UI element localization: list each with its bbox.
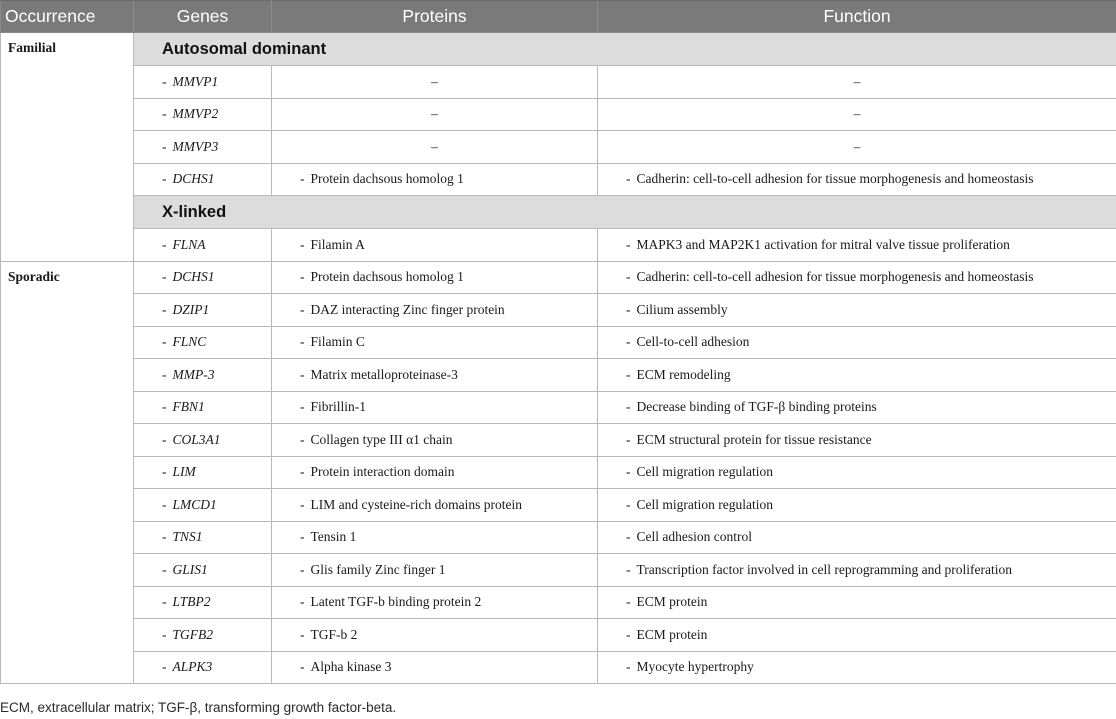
gene-cell (134, 229, 272, 262)
protein-cell (272, 66, 598, 99)
function-cell (598, 294, 1116, 327)
gene-cell (134, 521, 272, 554)
occurrence-label: Sporadic (8, 268, 60, 284)
protein-cell (272, 359, 598, 392)
bullet-dash: - (162, 138, 167, 154)
table-row (1, 359, 1116, 392)
header-function: Function (598, 1, 1116, 33)
function-cell (598, 456, 1116, 489)
cell-text: Decrease binding of TGF-β binding proteins (636, 399, 877, 415)
cell-text: Cell-to-cell adhesion (636, 334, 750, 350)
cell-text: DCHS1 (172, 269, 215, 285)
occurrence-cell (1, 33, 134, 262)
bullet-dash: - (162, 464, 167, 480)
table-row (1, 586, 1116, 619)
bullet-dash: - (300, 594, 305, 610)
protein-cell (272, 326, 598, 359)
protein-cell (272, 586, 598, 619)
cell-text: MAPK3 and MAP2K1 activation for mitral valve tissue proliferation (636, 236, 1010, 252)
cell-text: Cell migration regulation (636, 464, 773, 480)
function-cell (598, 651, 1116, 684)
bullet-dash: - (162, 431, 167, 447)
occurrence-label: Familial (8, 40, 56, 55)
cell-text: Myocyte hypertrophy (636, 659, 754, 675)
subgroup-row (1, 196, 1116, 229)
cell-text: Cadherin: cell-to-cell adhesion for tissue morphogenesis and homeostasis (636, 269, 1034, 285)
bullet-dash: - (162, 106, 167, 122)
bullet-dash: - (162, 529, 167, 545)
bullet-dash: - (162, 334, 167, 350)
table-row (1, 456, 1116, 489)
subgroup-label: X-linked (162, 202, 227, 221)
subgroup-label: Autosomal dominant (162, 39, 327, 58)
cell-text: LTBP2 (172, 594, 211, 610)
protein-cell (272, 619, 598, 652)
cell-text: LMCD1 (172, 496, 217, 512)
bullet-dash: - (300, 236, 305, 252)
cell-text: Alpha kinase 3 (310, 659, 392, 675)
bullet-dash: - (162, 626, 167, 642)
bullet-dash: - (162, 73, 167, 89)
gene-cell (134, 554, 272, 587)
cell-text: Transcription factor involved in cell reprogramming and proliferation (636, 561, 1013, 577)
function-cell (598, 424, 1116, 457)
cell-text: MMVP1 (172, 73, 219, 89)
protein-cell (272, 521, 598, 554)
protein-cell (272, 229, 598, 262)
bullet-dash: - (626, 561, 631, 577)
cell-text: – (431, 138, 438, 154)
bullet-dash: - (162, 236, 167, 252)
protein-cell (272, 163, 598, 196)
table-row (1, 163, 1116, 196)
occurrence-cell (1, 261, 134, 684)
subgroup-row (1, 33, 1116, 66)
bullet-dash: - (300, 431, 305, 447)
header-row (1, 1, 1116, 33)
protein-cell (272, 294, 598, 327)
cell-text: ECM structural protein for tissue resistance (636, 431, 872, 447)
bullet-dash: - (300, 561, 305, 577)
bullet-dash: - (162, 659, 167, 675)
cell-text: ECM protein (636, 626, 708, 642)
bullet-dash: - (162, 496, 167, 512)
table-body (1, 33, 1116, 684)
bullet-dash: - (626, 464, 631, 480)
header-occurrence: Occurrence (1, 1, 134, 33)
cell-text: – (431, 73, 438, 89)
function-cell (598, 326, 1116, 359)
bullet-dash: - (626, 529, 631, 545)
function-cell (598, 554, 1116, 587)
gene-cell (134, 98, 272, 131)
table-footnote: ECM, extracellular matrix; TGF-β, transforming growth factor-beta. (0, 700, 397, 715)
gene-cell (134, 359, 272, 392)
protein-cell (272, 489, 598, 522)
header-genes: Genes (134, 1, 272, 33)
gene-cell (134, 619, 272, 652)
gene-cell (134, 651, 272, 684)
function-cell (598, 66, 1116, 99)
bullet-dash: - (300, 464, 305, 480)
bullet-dash: - (626, 301, 631, 317)
gene-cell (134, 261, 272, 294)
cell-text: ALPK3 (172, 659, 213, 675)
cell-text: LIM and cysteine-rich domains protein (310, 496, 522, 512)
gene-cell (134, 489, 272, 522)
bullet-dash: - (300, 626, 305, 642)
function-cell (598, 619, 1116, 652)
cell-text: Cilium assembly (636, 301, 728, 317)
function-cell (598, 586, 1116, 619)
function-cell (598, 98, 1116, 131)
cell-text: TGF-b 2 (310, 626, 358, 642)
header-proteins: Proteins (272, 1, 598, 33)
table-row (1, 651, 1116, 684)
cell-text: Protein dachsous homolog 1 (310, 171, 464, 187)
bullet-dash: - (162, 171, 167, 187)
function-cell (598, 131, 1116, 164)
bullet-dash: - (300, 659, 305, 675)
table-row (1, 619, 1116, 652)
bullet-dash: - (626, 431, 631, 447)
bullet-dash: - (626, 236, 631, 252)
protein-cell (272, 554, 598, 587)
cell-text: FLNC (172, 334, 207, 350)
table-row (1, 489, 1116, 522)
bullet-dash: - (300, 269, 305, 285)
protein-cell (272, 131, 598, 164)
table-header (1, 1, 1116, 33)
cell-text: Matrix metalloproteinase-3 (310, 366, 458, 382)
gene-cell (134, 456, 272, 489)
bullet-dash: - (626, 269, 631, 285)
table-row (1, 66, 1116, 99)
protein-cell (272, 98, 598, 131)
protein-cell (272, 456, 598, 489)
bullet-dash: - (162, 366, 167, 382)
gene-cell (134, 586, 272, 619)
bullet-dash: - (300, 366, 305, 382)
protein-cell (272, 261, 598, 294)
table-row (1, 98, 1116, 131)
protein-cell (272, 424, 598, 457)
cell-text: Filamin C (310, 334, 365, 350)
cell-text: FLNA (172, 236, 206, 252)
cell-text: Cadherin: cell-to-cell adhesion for tissue morphogenesis and homeostasis (636, 171, 1034, 187)
gene-cell (134, 131, 272, 164)
bullet-dash: - (300, 171, 305, 187)
cell-text: DCHS1 (172, 171, 215, 187)
bullet-dash: - (162, 594, 167, 610)
function-cell (598, 489, 1116, 522)
bullet-dash: - (162, 269, 167, 285)
protein-cell (272, 391, 598, 424)
bullet-dash: - (626, 594, 631, 610)
table-row (1, 326, 1116, 359)
bullet-dash: - (626, 171, 631, 187)
cell-text: TGFB2 (172, 626, 213, 642)
bullet-dash: - (300, 301, 305, 317)
cell-text: Collagen type III α1 chain (310, 431, 453, 447)
function-cell (598, 261, 1116, 294)
function-cell (598, 391, 1116, 424)
subgroup-heading (134, 196, 1116, 229)
cell-text: ECM protein (636, 594, 708, 610)
function-cell (598, 163, 1116, 196)
cell-text: FBN1 (172, 399, 205, 415)
bullet-dash: - (626, 366, 631, 382)
bullet-dash: - (626, 626, 631, 642)
gene-cell (134, 326, 272, 359)
table-row (1, 554, 1116, 587)
protein-cell (272, 651, 598, 684)
cell-text: LIM (172, 464, 196, 480)
table-row (1, 261, 1116, 294)
table-row (1, 229, 1116, 262)
cell-text: MMVP3 (172, 138, 219, 154)
cell-text: – (431, 106, 438, 122)
cell-text: DZIP1 (172, 301, 210, 317)
cell-text: GLIS1 (172, 561, 208, 577)
cell-text: Fibrillin-1 (310, 399, 367, 415)
bullet-dash: - (300, 399, 305, 415)
cell-text: Protein dachsous homolog 1 (310, 269, 464, 285)
bullet-dash: - (626, 399, 631, 415)
cell-text: Tensin 1 (310, 529, 357, 545)
bullet-dash: - (162, 561, 167, 577)
subgroup-heading (134, 33, 1116, 66)
table-row (1, 424, 1116, 457)
cell-text: Glis family Zinc finger 1 (310, 561, 446, 577)
function-cell (598, 521, 1116, 554)
bullet-dash: - (162, 399, 167, 415)
cell-text: COL3A1 (172, 431, 221, 447)
cell-text: Protein interaction domain (310, 464, 455, 480)
table-row (1, 521, 1116, 554)
gene-cell (134, 391, 272, 424)
cell-text: Latent TGF-b binding protein 2 (310, 594, 482, 610)
gene-cell (134, 424, 272, 457)
cell-text: Cell adhesion control (636, 529, 752, 545)
table-row (1, 294, 1116, 327)
bullet-dash: - (300, 529, 305, 545)
cell-text: MMP-3 (172, 366, 215, 382)
cell-text: – (853, 138, 861, 154)
bullet-dash: - (300, 496, 305, 512)
cell-text: DAZ interacting Zinc finger protein (310, 301, 505, 317)
cell-text: Cell migration regulation (636, 496, 773, 512)
cell-text: Filamin A (310, 236, 365, 252)
cell-text: ECM remodeling (636, 366, 731, 382)
cell-text: TNS1 (172, 529, 203, 545)
bullet-dash: - (626, 659, 631, 675)
table-row (1, 391, 1116, 424)
gene-cell (134, 163, 272, 196)
bullet-dash: - (162, 301, 167, 317)
gene-cell (134, 66, 272, 99)
cell-text: MMVP2 (172, 106, 219, 122)
bullet-dash: - (626, 496, 631, 512)
table-row (1, 131, 1116, 164)
cell-text: – (853, 106, 861, 122)
gene-cell (134, 294, 272, 327)
bullet-dash: - (626, 334, 631, 350)
function-cell (598, 229, 1116, 262)
bullet-dash: - (300, 334, 305, 350)
function-cell (598, 359, 1116, 392)
cell-text: – (853, 73, 861, 89)
